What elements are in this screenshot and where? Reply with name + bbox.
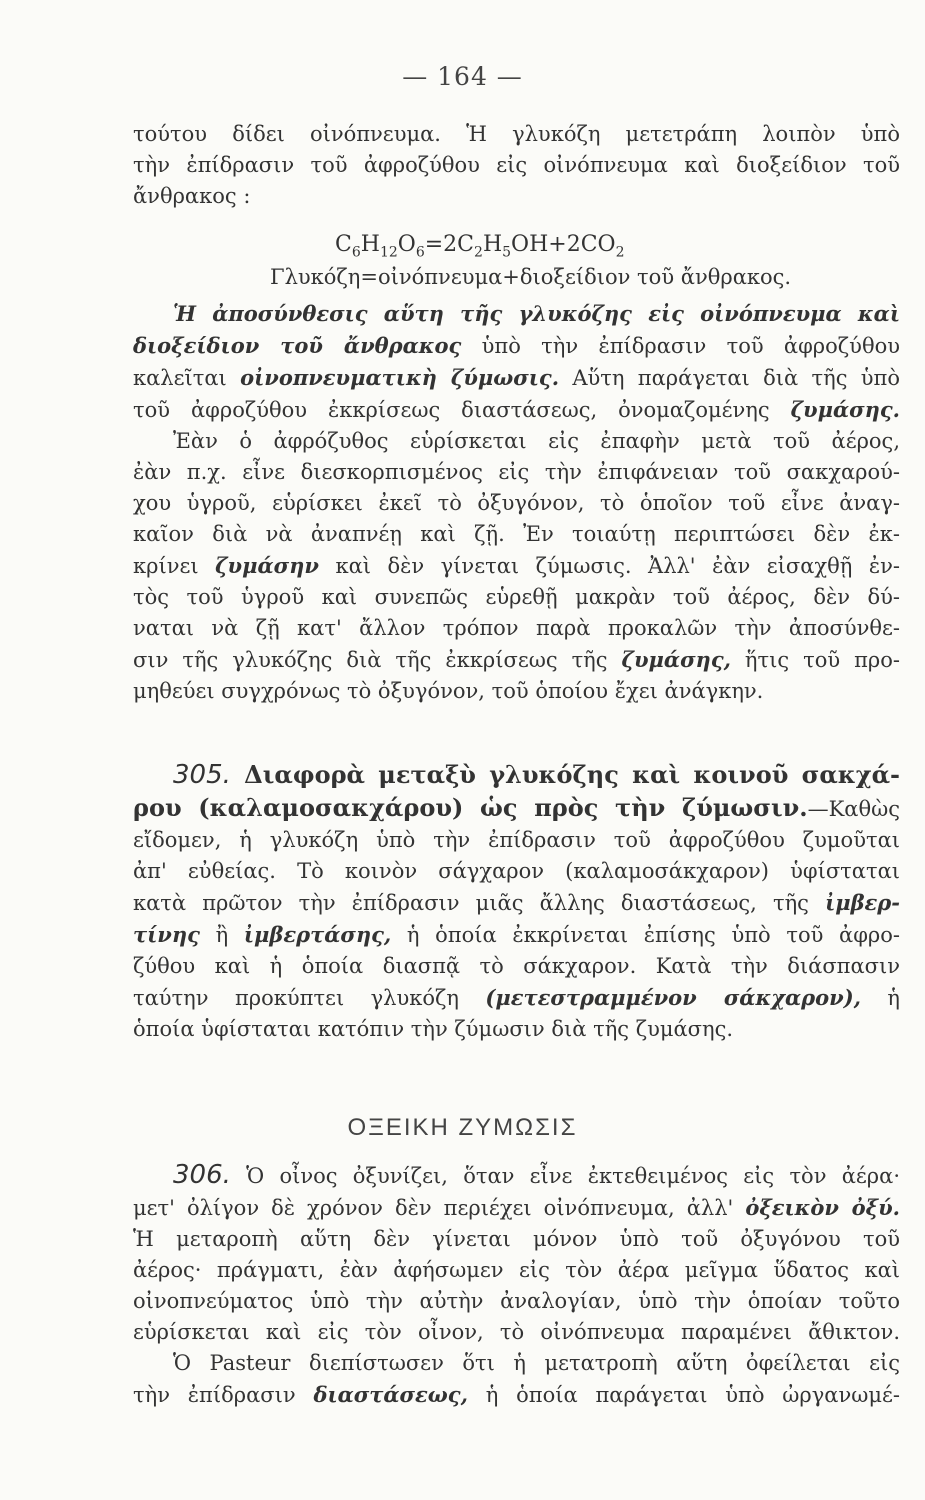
text-line: ναται νὰ ζῇ κατ' ἄλλον τρόπον παρὰ προκαλῶν τὴν ἀποσύνθε- [133, 616, 900, 640]
formula-names: Γλυκόζη=οἰνόπνευμα+διοξείδιον τοῦ ἄνθρακος. [270, 265, 792, 289]
text-line: καῖον διὰ νὰ ἀναπνέῃ καὶ ζῇ. Ἐν τοιαύτῃ περιπτώσει δὲν ἐκ- [133, 522, 900, 546]
text-line: σιν τῆς γλυκόζης διὰ τῆς ἐκκρίσεως τῆς ζυμάσης, ἥτις τοῦ προ- [133, 647, 900, 672]
section-305-heading: 305. Διαφορὰ μεταξὺ γλυκόζης καὶ κοινοῦ σακχά- [173, 760, 900, 790]
section-305 [133, 759, 900, 1045]
text-line: ρου (καλαμοσακχάρου) ὡς πρὸς τὴν ζύμωσιν.—Καθὼς [133, 793, 900, 822]
text-line: τοῦ ἀφροζύθου ἐκκρίσεως διαστάσεως, ὀνομαζομένης ζυμάσης. [133, 397, 900, 422]
section-heading: ΟΞΕΙΚΗ ΖΥΜΩΣΙΣ [347, 1114, 578, 1141]
text-line: εὑρίσκεται καὶ εἰς τὸν οἶνον, τὸ οἰνόπνευμα παραμένει ἄθικτον. [133, 1320, 900, 1344]
section-306 [133, 1160, 900, 1411]
text-line: οἰνοπνεύματος ὑπὸ τὴν αὐτὴν ἀναλογίαν, ὑπὸ τὴν ὁποίαν τοῦτο [133, 1289, 900, 1313]
text-line: 306. Ὁ οἶνος ὀξυνίζει, ὅταν εἶνε ἐκτεθειμένος εἰς τὸν ἀέρα· [173, 1160, 900, 1190]
text-line: μηθεύει συγχρόνως τὸ ὀξυγόνον, τοῦ ὁποίου ἔχει ἀνάγκην. [133, 679, 764, 703]
text-line: Ἡ μεταροπὴ αὕτη δὲν γίνεται μόνον ὑπὸ τοῦ ὀξυγόνου τοῦ [133, 1227, 900, 1251]
text-line: κρίνει ζυμάσην καὶ δὲν γίνεται ζύμωσις. Ἀλλ' ἐὰν εἰσαχθῇ ἐν- [133, 553, 900, 578]
text-line: ταύτην προκύπτει γλυκόζη (μετεστραμμένον σάκχαρον), ἡ [133, 985, 900, 1010]
text-line: μετ' ὀλίγον δὲ χρόνον δὲν περιέχει οἰνόπνευμα, ἀλλ' ὀξεικὸν ὀξύ. [133, 1195, 900, 1220]
text-line: ἀπ' εὐθείας. Τὸ κοινὸν σάγχαρον (καλαμοσάκχαρον) ὑφίσταται [133, 859, 900, 883]
text-line: Ἡ ἀποσύνθεσις αὕτη τῆς γλυκόζης εἰς οἰνόπνευμα καὶ [173, 301, 900, 326]
text-line: ἐὰν π.χ. εἶνε διεσκορπισμένος εἰς τὴν ἐπιφάνειαν τοῦ σακχαρού- [133, 460, 900, 484]
text-line: κατὰ πρῶτον τὴν ἐπίδρασιν μιᾶς ἄλλης διαστάσεως, τῆς ἰμβερ- [133, 890, 900, 915]
text-line: εἴδομεν, ἡ γλυκόζη ὑπὸ τὴν ἐπίδρασιν τοῦ ἀφροζύθου ζυμοῦται [133, 828, 900, 852]
text-line: ἀέρος· πράγματι, ἐὰν ἀφήσωμεν εἰς τὸν ἀέρα μεῖγμα ὕδατος καὶ [133, 1258, 900, 1282]
chemical-formula: $C_6H_{12}O_6=2C_2H_5OH+2CO_2$ [335, 232, 625, 261]
text-line: τὴν ἐπίδρασιν διαστάσεως, ἡ ὁποία παράγεται ὑπὸ ὠργανωμέ- [133, 1382, 900, 1407]
text-line: ἄνθρακος : [133, 184, 251, 208]
text-line: τὴν ἐπίδρασιν τοῦ ἀφροζύθου εἰς οἰνόπνευμα καὶ διοξείδιον τοῦ [133, 153, 900, 177]
text-line: χου ὑγροῦ, εὑρίσκει ἐκεῖ τὸ ὀξυγόνον, τὸ ὁποῖον τοῦ εἶνε ἀναγ- [133, 491, 900, 515]
text-line: καλεῖται οἰνοπνευματικὴ ζύμωσις. Αὕτη παράγεται διὰ τῆς ὑπὸ [133, 365, 900, 390]
text-line: τὸς τοῦ ὑγροῦ καὶ συνεπῶς εὑρεθῇ μακρὰν τοῦ ἀέρος, δὲν δύ- [133, 585, 900, 609]
section-number: 305. [173, 760, 231, 790]
text-line: ὁποία ὑφίσταται κατόπιν τὴν ζύμωσιν διὰ τῆς ζυμάσης. [133, 1017, 734, 1041]
page-number: — 164 — [402, 62, 523, 91]
text-line: τίνης ἢ ἰμβερτάσης, ἡ ὁποία ἐκκρίνεται ἐπίσης ὑπὸ τοῦ ἀφρο- [133, 922, 900, 947]
text-line: ζύθου καὶ ἡ ὁποία διασπᾷ τὸ σάκχαρον. Κατὰ τὴν διάσπασιν [133, 954, 900, 978]
text-line: Ἐὰν ὁ ἀφρόζυθος εὑρίσκεται εἰς ἐπαφὴν μετὰ τοῦ ἀέρος, [173, 429, 900, 453]
text-line: διοξείδιον τοῦ ἄνθρακος ὑπὸ τὴν ἐπίδρασιν τοῦ ἀφροζύθου [133, 333, 901, 358]
section-number: 306. [173, 1160, 231, 1190]
text-line: τούτου δίδει οἰνόπνευμα. Ἡ γλυκόζη μετετράπη λοιπὸν ὑπὸ [133, 122, 900, 146]
paragraph-decomposition [133, 298, 900, 707]
text-line: Ὁ Pasteur διεπίστωσεν ὅτι ἡ μετατροπὴ αὕτη ὀφείλεται εἰς [173, 1351, 900, 1375]
intro-paragraph [133, 119, 900, 212]
